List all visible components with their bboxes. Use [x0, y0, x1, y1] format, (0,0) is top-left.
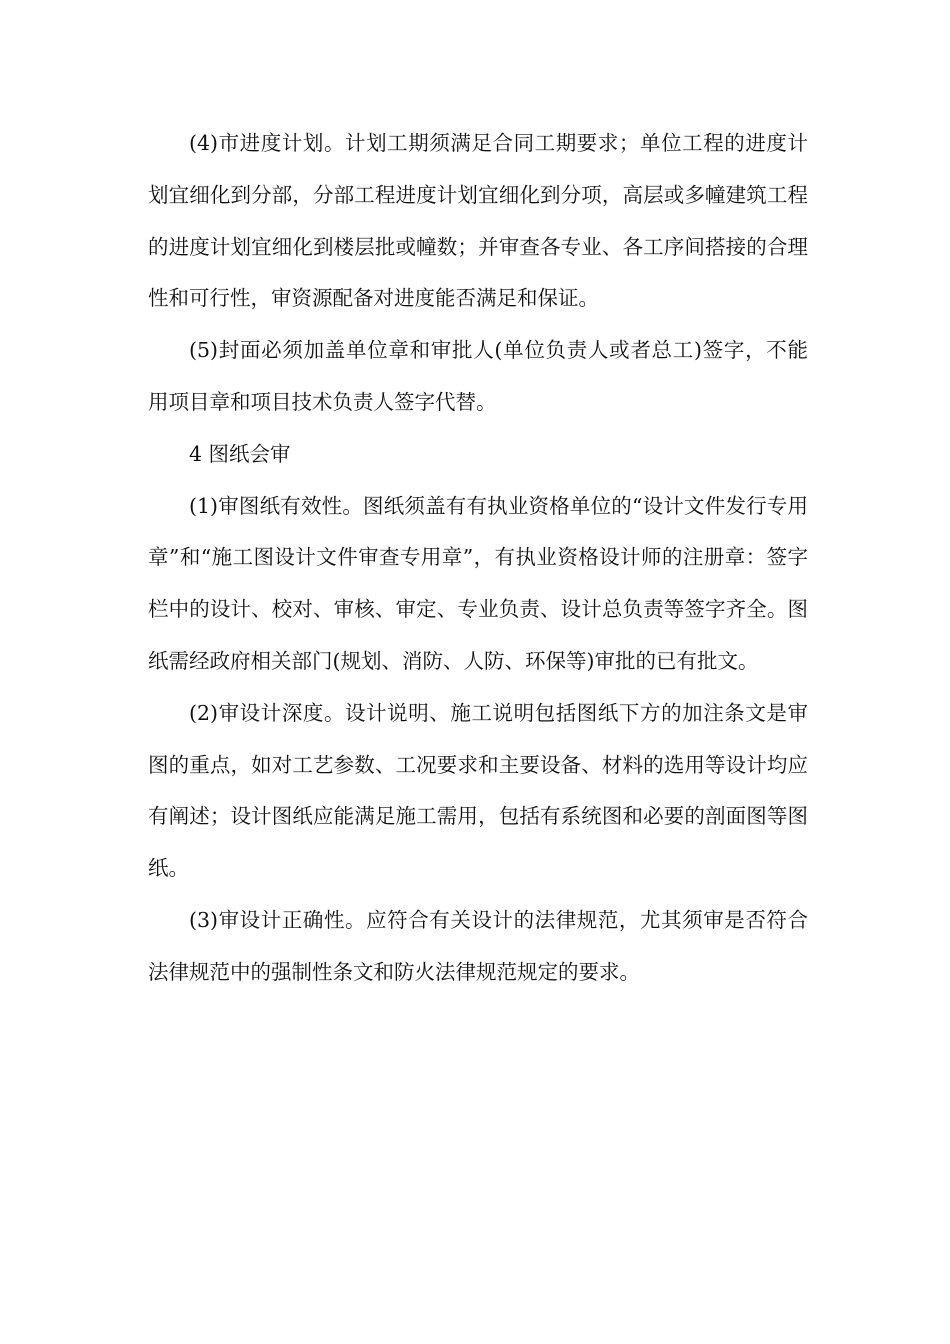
paragraph-cover-seal: (5)封面必须加盖单位章和审批人(单位负责人或者总工)签字，不能用项目章和项目技术负责人签字代替。: [148, 338, 808, 414]
document-body: [148, 118, 808, 999]
paragraph-design-correctness: (3)审设计正确性。应符合有关设计的法律规范，尤其须审是否符合法律规范中的强制性条文和防火法律规范规定的要求。: [148, 907, 808, 984]
section-heading-drawing-review: 4 图纸会审: [189, 441, 291, 466]
paragraph-schedule-plan: (4)市进度计划。计划工期须满足合同工期要求；单位工程的进度计划宜细化到分部，分部工程进度计划宜细化到分项，高层或多幢建筑工程的进度计划宜细化到楼层批或幢数；并审查各专业、各工序间搭接的合理性和可行性，审资源配备对进度能否满足和保证。: [148, 131, 808, 311]
paragraph-drawing-validity: (1)审图纸有效性。图纸须盖有有执业资格单位的“设计文件发行专用章”和“施工图设计文件审查专用章”，有执业资格设计师的注册章：签字栏中的设计、校对、审核、审定、专业负责、设计总负责等签字齐全。图纸需经政府相关部门(规划、消防、人防、环保等)审批的已有批文。: [148, 493, 808, 673]
paragraph-design-depth: (2)审设计深度。设计说明、施工说明包括图纸下方的加注条文是审图的重点，如对工艺参数、工况要求和主要设备、材料的选用等设计均应有阐述；设计图纸应能满足施工需用，包括有系统图和必要的剖面图等图纸。: [148, 700, 808, 881]
